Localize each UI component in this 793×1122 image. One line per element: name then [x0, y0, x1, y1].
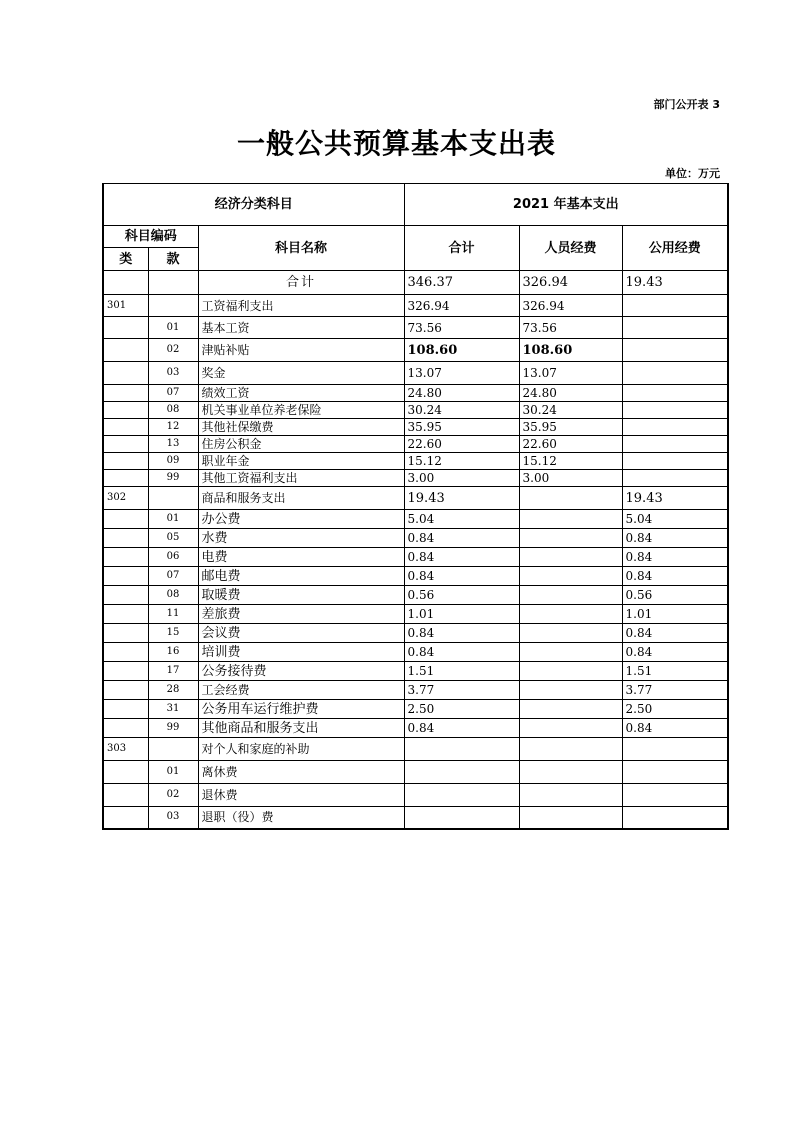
row-lei-code: [103, 624, 148, 643]
row-total-value: 3.00: [404, 470, 519, 487]
table-row: [103, 510, 728, 529]
row-personnel-value: [519, 662, 622, 681]
row-public-value: 3.77: [622, 681, 728, 700]
row-kuan-code: 13: [148, 436, 198, 453]
table-row: [103, 624, 728, 643]
row-public-value: [622, 738, 728, 761]
row-public-value: [622, 807, 728, 829]
row-total-value: 326.94: [404, 295, 519, 317]
row-personnel-value: [519, 807, 622, 829]
table-row: [103, 681, 728, 700]
row-subject-name: 其他商品和服务支出: [198, 719, 404, 738]
row-kuan-code: 16: [148, 643, 198, 662]
row-public-value: [622, 436, 728, 453]
header-basic-expense: 2021 年基本支出: [404, 184, 728, 226]
row-lei-code: [103, 402, 148, 419]
total-public-value: 19.43: [622, 271, 728, 295]
row-total-value: 108.60: [404, 339, 519, 362]
total-label: 合计: [198, 271, 404, 295]
row-lei-code: [103, 510, 148, 529]
total-row: [103, 271, 728, 295]
row-subject-name: 基本工资: [198, 317, 404, 339]
row-personnel-value: 13.07: [519, 362, 622, 385]
row-total-value: [404, 807, 519, 829]
row-kuan-code: 02: [148, 339, 198, 362]
header-lei: 类: [103, 248, 148, 271]
row-kuan-code: 02: [148, 784, 198, 807]
row-kuan-code: 17: [148, 662, 198, 681]
row-personnel-value: 30.24: [519, 402, 622, 419]
row-personnel-value: 326.94: [519, 295, 622, 317]
table-row: [103, 470, 728, 487]
row-subject-name: 取暖费: [198, 586, 404, 605]
row-personnel-value: [519, 548, 622, 567]
row-personnel-value: [519, 784, 622, 807]
row-public-value: [622, 761, 728, 784]
header-subject-code: 科目编码: [103, 226, 198, 248]
row-subject-name: 水费: [198, 529, 404, 548]
row-personnel-value: 22.60: [519, 436, 622, 453]
table-row: [103, 548, 728, 567]
table-row: [103, 402, 728, 419]
row-personnel-value: [519, 487, 622, 510]
row-personnel-value: 35.95: [519, 419, 622, 436]
row-public-value: 1.51: [622, 662, 728, 681]
row-public-value: 0.84: [622, 643, 728, 662]
row-personnel-value: 108.60: [519, 339, 622, 362]
row-total-value: 0.84: [404, 529, 519, 548]
row-personnel-value: [519, 586, 622, 605]
row-subject-name: 退休费: [198, 784, 404, 807]
row-lei-code: [103, 761, 148, 784]
row-total-value: 13.07: [404, 362, 519, 385]
row-kuan-code: 28: [148, 681, 198, 700]
table-row: [103, 529, 728, 548]
row-public-value: [622, 339, 728, 362]
header-subject-name: 科目名称: [198, 226, 404, 271]
row-subject-name: 差旅费: [198, 605, 404, 624]
unit-label: 单位：万元: [665, 167, 720, 180]
row-lei-code: [103, 681, 148, 700]
row-subject-name: 津贴补贴: [198, 339, 404, 362]
row-total-value: 30.24: [404, 402, 519, 419]
total-personnel-value: 326.94: [519, 271, 622, 295]
row-lei-code: 302: [103, 487, 148, 510]
table-row: [103, 807, 728, 829]
table-row: [103, 586, 728, 605]
row-total-value: 2.50: [404, 700, 519, 719]
row-kuan-code: 09: [148, 453, 198, 470]
row-lei-code: 301: [103, 295, 148, 317]
row-lei-code: [103, 567, 148, 586]
row-subject-name: 离休费: [198, 761, 404, 784]
row-personnel-value: [519, 681, 622, 700]
row-public-value: [622, 362, 728, 385]
row-kuan-code: 99: [148, 470, 198, 487]
table-row: [103, 761, 728, 784]
row-lei-code: [103, 419, 148, 436]
row-kuan-code: 11: [148, 605, 198, 624]
row-personnel-value: [519, 719, 622, 738]
row-kuan-code: 03: [148, 362, 198, 385]
row-subject-name: 其他工资福利支出: [198, 470, 404, 487]
row-lei-code: [103, 586, 148, 605]
row-personnel-value: [519, 700, 622, 719]
row-kuan-code: [148, 295, 198, 317]
row-kuan-code: 01: [148, 761, 198, 784]
row-subject-name: 职业年金: [198, 453, 404, 470]
row-total-value: 19.43: [404, 487, 519, 510]
table-row: [103, 719, 728, 738]
row-public-value: [622, 419, 728, 436]
row-subject-name: 公务接待费: [198, 662, 404, 681]
row-personnel-value: [519, 605, 622, 624]
row-public-value: 0.56: [622, 586, 728, 605]
page-title: 一般公共预算基本支出表: [236, 127, 556, 160]
row-subject-name: 工资福利支出: [198, 295, 404, 317]
row-subject-name: 邮电费: [198, 567, 404, 586]
row-lei-code: 303: [103, 738, 148, 761]
row-personnel-value: 3.00: [519, 470, 622, 487]
row-public-value: [622, 295, 728, 317]
document-code: 部门公开表 3: [653, 98, 720, 111]
row-kuan-code: 05: [148, 529, 198, 548]
row-subject-name: 对个人和家庭的补助: [198, 738, 404, 761]
row-total-value: 0.84: [404, 719, 519, 738]
total-value: 346.37: [404, 271, 519, 295]
budget-table: [102, 183, 729, 830]
table-row: [103, 700, 728, 719]
row-public-value: 5.04: [622, 510, 728, 529]
row-kuan-code: 08: [148, 586, 198, 605]
row-personnel-value: [519, 529, 622, 548]
total-kuan-cell: [148, 271, 198, 295]
row-personnel-value: [519, 567, 622, 586]
row-total-value: 5.04: [404, 510, 519, 529]
header-row-2: [103, 226, 728, 248]
row-subject-name: 公务用车运行维护费: [198, 700, 404, 719]
row-public-value: [622, 402, 728, 419]
row-lei-code: [103, 470, 148, 487]
row-lei-code: [103, 605, 148, 624]
row-personnel-value: 73.56: [519, 317, 622, 339]
row-lei-code: [103, 784, 148, 807]
table-row: [103, 317, 728, 339]
row-lei-code: [103, 719, 148, 738]
row-lei-code: [103, 807, 148, 829]
row-subject-name: 办公费: [198, 510, 404, 529]
row-total-value: 1.01: [404, 605, 519, 624]
row-lei-code: [103, 385, 148, 402]
row-public-value: 2.50: [622, 700, 728, 719]
budget-body: [103, 271, 728, 829]
table-row: [103, 738, 728, 761]
header-total: 合计: [404, 226, 519, 271]
row-personnel-value: [519, 761, 622, 784]
row-personnel-value: [519, 738, 622, 761]
row-personnel-value: [519, 624, 622, 643]
total-lei-cell: [103, 271, 148, 295]
row-lei-code: [103, 317, 148, 339]
row-kuan-code: 07: [148, 385, 198, 402]
row-lei-code: [103, 453, 148, 470]
row-subject-name: 住房公积金: [198, 436, 404, 453]
row-total-value: 0.84: [404, 548, 519, 567]
row-total-value: 1.51: [404, 662, 519, 681]
table-row: [103, 784, 728, 807]
row-kuan-code: 31: [148, 700, 198, 719]
row-subject-name: 工会经费: [198, 681, 404, 700]
row-public-value: 0.84: [622, 529, 728, 548]
row-total-value: [404, 784, 519, 807]
row-kuan-code: 12: [148, 419, 198, 436]
row-total-value: 0.84: [404, 624, 519, 643]
header-kuan: 款: [148, 248, 198, 271]
row-public-value: 0.84: [622, 548, 728, 567]
row-kuan-code: 01: [148, 510, 198, 529]
row-kuan-code: [148, 487, 198, 510]
row-public-value: 0.84: [622, 624, 728, 643]
table-row: [103, 419, 728, 436]
row-subject-name: 培训费: [198, 643, 404, 662]
table-row: [103, 339, 728, 362]
table-row: [103, 453, 728, 470]
table-row: [103, 662, 728, 681]
table-row: [103, 487, 728, 510]
row-personnel-value: 24.80: [519, 385, 622, 402]
row-total-value: 73.56: [404, 317, 519, 339]
header-row-1: [103, 184, 728, 226]
table-row: [103, 643, 728, 662]
row-subject-name: 会议费: [198, 624, 404, 643]
row-personnel-value: [519, 643, 622, 662]
row-subject-name: 其他社保缴费: [198, 419, 404, 436]
row-lei-code: [103, 339, 148, 362]
row-total-value: 22.60: [404, 436, 519, 453]
row-subject-name: 电费: [198, 548, 404, 567]
row-lei-code: [103, 529, 148, 548]
header-public: 公用经费: [622, 226, 728, 271]
row-total-value: 35.95: [404, 419, 519, 436]
row-lei-code: [103, 362, 148, 385]
row-kuan-code: 03: [148, 807, 198, 829]
row-subject-name: 绩效工资: [198, 385, 404, 402]
row-total-value: [404, 761, 519, 784]
row-total-value: 0.84: [404, 643, 519, 662]
row-kuan-code: 07: [148, 567, 198, 586]
row-subject-name: 商品和服务支出: [198, 487, 404, 510]
row-lei-code: [103, 700, 148, 719]
table-row: [103, 567, 728, 586]
row-lei-code: [103, 436, 148, 453]
row-lei-code: [103, 548, 148, 567]
row-public-value: [622, 453, 728, 470]
row-subject-name: 奖金: [198, 362, 404, 385]
row-kuan-code: 08: [148, 402, 198, 419]
row-public-value: 1.01: [622, 605, 728, 624]
table-row: [103, 385, 728, 402]
row-kuan-code: [148, 738, 198, 761]
row-public-value: 19.43: [622, 487, 728, 510]
row-kuan-code: 99: [148, 719, 198, 738]
row-public-value: [622, 385, 728, 402]
row-total-value: [404, 738, 519, 761]
row-public-value: [622, 784, 728, 807]
row-lei-code: [103, 643, 148, 662]
row-kuan-code: 15: [148, 624, 198, 643]
row-public-value: 0.84: [622, 567, 728, 586]
header-econ-class: 经济分类科目: [103, 184, 404, 226]
table-row: [103, 605, 728, 624]
row-total-value: 0.84: [404, 567, 519, 586]
row-total-value: 3.77: [404, 681, 519, 700]
table-row: [103, 436, 728, 453]
row-subject-name: 机关事业单位养老保险: [198, 402, 404, 419]
row-personnel-value: [519, 510, 622, 529]
row-total-value: 24.80: [404, 385, 519, 402]
row-kuan-code: 06: [148, 548, 198, 567]
row-subject-name: 退职（役）费: [198, 807, 404, 829]
table-row: [103, 295, 728, 317]
row-personnel-value: 15.12: [519, 453, 622, 470]
row-kuan-code: 01: [148, 317, 198, 339]
row-public-value: 0.84: [622, 719, 728, 738]
table-row: [103, 362, 728, 385]
row-lei-code: [103, 662, 148, 681]
header-personnel: 人员经费: [519, 226, 622, 271]
row-public-value: [622, 470, 728, 487]
row-total-value: 15.12: [404, 453, 519, 470]
row-total-value: 0.56: [404, 586, 519, 605]
row-public-value: [622, 317, 728, 339]
